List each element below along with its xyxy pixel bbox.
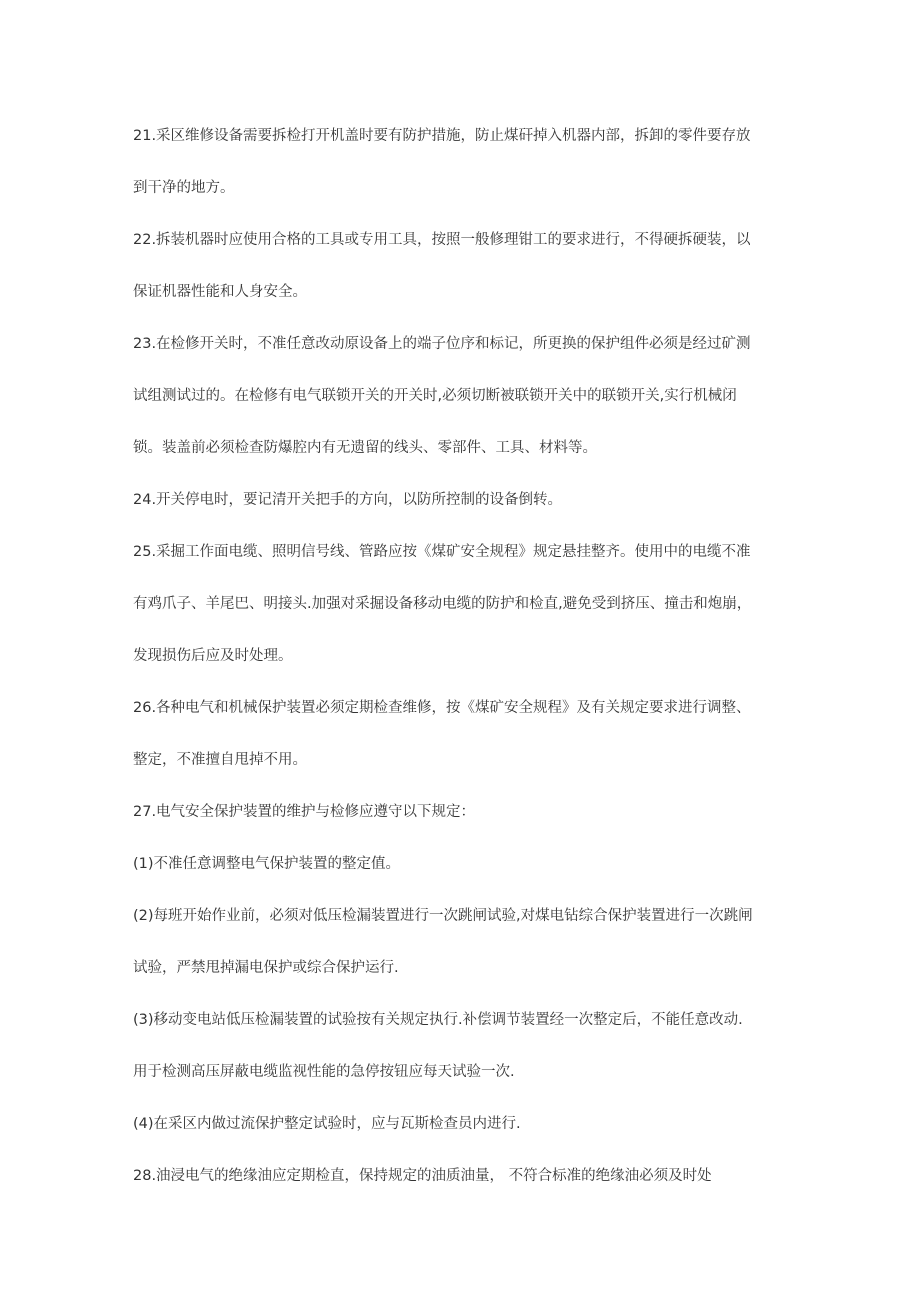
text-line: 试组测试过的。在检修有电气联锁开关的开关时,必须切断被联锁开关中的联锁开关,实行机械闭 [133,388,737,404]
text-line: 用于检测高压屏蔽电缆监视性能的急停按钮应每天试验一次. [133,1064,515,1080]
text-line: 24.开关停电时，要记清开关把手的方向，以防所控制的设备倒转。 [133,492,563,508]
text-line: 28.油浸电气的绝缘油应定期检直，保持规定的油质油量， 不符合标准的绝缘油必须及时处 [133,1168,712,1184]
text-line: 保证机器性能和人身安全。 [133,284,307,300]
text-line: 到干净的地方。 [133,180,235,196]
text-line: 25.采掘工作面电缆、照明信号线、管路应按《煤矿安全规程》规定悬挂整齐。使用中的电缆不准 [133,544,751,560]
text-line: 26.各种电气和机械保护装置必须定期检查维修，按《煤矿安全规程》及有关规定要求进行调整、 [133,700,751,716]
document-body [133,120,803,1212]
text-line: 发现损伤后应及时处理。 [133,648,293,664]
text-line: 整定，不准擅自甩掉不用。 [133,752,307,768]
text-line: 有鸡爪子、羊尾巴、明接头.加强对采掘设备移动电缆的防护和检直,避免受到挤压、撞击和炮崩， [133,596,752,612]
text-line: 试验，严禁甩掉漏电保护或综合保护运行. [133,960,399,976]
text-line: 27.电气安全保护装置的维护与检修应遵守以下规定： [133,804,476,820]
text-line: 23.在检修开关时，不准任意改动原设备上的端子位序和标记，所更换的保护组件必须是经过矿测 [133,336,751,352]
text-line: 锁。装盖前必须检查防爆腔内有无遗留的线头、零部件、工具、材料等。 [133,440,597,456]
text-line: 21.采区维修设备需要拆检打开机盖时要有防护措施，防止煤矸掉入机器内部，拆卸的零件要存放 [133,128,751,144]
text-line: (1)不准任意调整电气保护装置的整定值。 [133,856,401,872]
text-line: (3)移动变电站低压检漏装置的试验按有关规定执行.补偿调节装置经一次整定后，不能任意改动. [133,1012,743,1028]
text-line: (4)在采区内做过流保护整定试验时，应与瓦斯检查员内进行. [133,1116,521,1132]
text-line: 22.拆装机器时应使用合格的工具或专用工具，按照一般修理钳工的要求进行，不得硬拆硬装，以 [133,232,751,248]
text-line: (2)每班开始作业前，必须对低压检漏装置进行一次跳闸试验,对煤电钻综合保护装置进行一次跳闸 [133,908,753,924]
